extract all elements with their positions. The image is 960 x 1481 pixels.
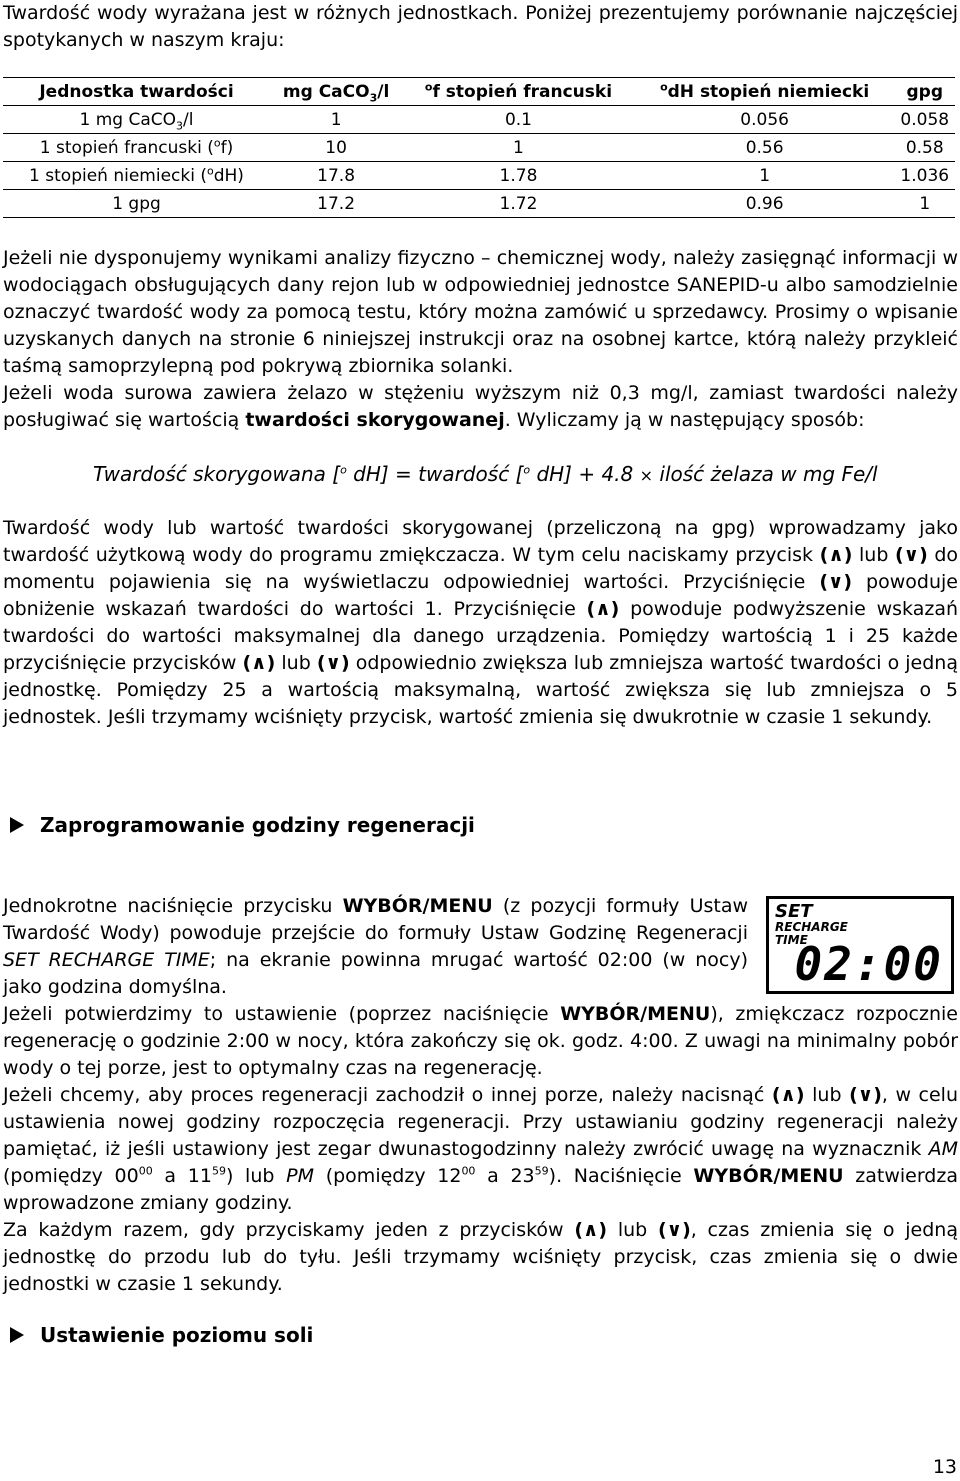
lcd-digits: 02:00 — [794, 937, 943, 991]
lcd-time-label: TIME — [775, 933, 808, 947]
value-cell: 1.72 — [402, 190, 635, 218]
up-arrow-icon: (∧) — [574, 1219, 608, 1241]
up-arrow-icon: (∧) — [771, 1084, 805, 1106]
value-cell: 1 — [895, 190, 955, 218]
value-cell: 0.056 — [635, 106, 895, 134]
down-arrow-icon: (∨) — [819, 571, 853, 593]
set-recharge-time-label: SET RECHARGE TIME — [3, 949, 210, 971]
unit-cell: 1 stopień francuski ($^o$f) — [3, 134, 270, 162]
header-mg-caco3: mg CaCO$_3$/l — [270, 78, 402, 106]
hardness-input-paragraph: Twardość wody lub wartość twardości skorygowanej (przeliczoną na gpg) wprowadzamy jako twardość użytkową wody do programu zmiękczacza. W tym celu naciskamy przycisk (∧) lub (∨) do momentu pojawienia się na wyświetlaczu odpowiedniej wartości. Przyciśnięcie (∨) powoduje obniżenie wskazań twardości do wartości 1. Przyciśnięcie (∧) powoduje podwyższenie wskazań twardości do wartości maksymalnej dla danego urządzenia. Pomiędzy wartością 1 i 25 każde przyciśnięcie przycisków (∧) lub (∨) odpowiednio zwiększa lub zmniejsza wartość twardości o jedną jednostkę. Pomiędzy 25 a wartością maksymalną, wartość zwiększa się lub zmniejsza o 5 jednostek. Jeśli trzymamy wciśnięty przycisk, wartość zmienia się dwukrotnie w czasie 1 sekundy. — [3, 517, 959, 728]
value-cell: 1 — [270, 106, 402, 134]
value-cell: 17.8 — [270, 162, 402, 190]
value-cell: 0.1 — [402, 106, 635, 134]
hardness-input-section — [3, 515, 958, 731]
up-arrow-icon: (∧) — [586, 598, 620, 620]
triangle-bullet-icon — [10, 1327, 24, 1343]
analysis-section — [3, 245, 958, 434]
regeneration-time-details — [3, 1001, 958, 1298]
header-gpg: gpg — [895, 78, 955, 106]
step-paragraph: Za każdym razem, gdy przyciskamy jeden z przycisków (∧) lub (∨), czas zmienia się o jedną jednostkę do przodu lub do tyłu. Jeśli trzymamy wciśnięty przycisk, czas zmienia się o dwie jednostki w czasie 1 sekundy. — [3, 1219, 958, 1295]
pm-label: PM — [286, 1165, 315, 1187]
value-cell: 17.2 — [270, 190, 402, 218]
lcd-recharge-label: RECHARGE — [775, 920, 848, 934]
unit-cell: 1 mg CaCO$_3$/l — [3, 106, 270, 134]
table-header-row — [3, 78, 955, 106]
value-cell: 10 — [270, 134, 402, 162]
down-arrow-icon: (∨) — [849, 1084, 882, 1106]
page-number: 13 — [932, 1456, 957, 1478]
lcd-set-label: SET — [775, 901, 813, 922]
up-arrow-icon: (∧) — [819, 544, 853, 566]
header-french-degree: $^o$f stopień francuski — [402, 78, 635, 106]
iron-paragraph: Jeżeli woda surowa zawiera żelazo w stężeniu wyższym niż 0,3 mg/l, zamiast twardości należy posługiwać się wartością twardości skorygowanej. Wyliczamy ją w następujący sposób: — [3, 382, 958, 431]
down-arrow-icon: (∨) — [316, 652, 350, 674]
am-label: AM — [928, 1138, 959, 1160]
section-heading-regeneration-time: Zaprogramowanie godziny regeneracji — [10, 813, 475, 837]
corrected-hardness-term: twardości skorygowanej — [245, 409, 505, 431]
value-cell: 1 — [402, 134, 635, 162]
table-row — [3, 134, 955, 162]
value-cell: 0.058 — [895, 106, 955, 134]
unit-cell: 1 gpg — [3, 190, 270, 218]
value-cell: 1.036 — [895, 162, 955, 190]
value-cell: 1.78 — [402, 162, 635, 190]
regeneration-time-paragraph: Jednokrotne naciśnięcie przycisku WYBÓR/MENU (z pozycji formuły Ustaw Twardość Wody) powoduje przejście do formuły Ustaw Godzinę Regeneracji SET RECHARGE TIME; na ekranie powinna mrugać wartość 02:00 (w nocy) jako godzina domyślna. — [3, 895, 749, 998]
header-unit: Jednostka twardości — [3, 78, 270, 106]
section-heading-salt-level: Ustawienie poziomu soli — [10, 1323, 313, 1347]
menu-button-label: WYBÓR/MENU — [693, 1165, 844, 1187]
hardness-units-table — [3, 77, 955, 218]
header-german-degree: $^o$dH stopień niemiecki — [635, 78, 895, 106]
table-row — [3, 106, 955, 134]
down-arrow-icon: (∨) — [657, 1219, 691, 1241]
confirm-paragraph: Jeżeli potwierdzimy to ustawienie (poprzez naciśnięcie WYBÓR/MENU), zmiękczacz rozpocznie regenerację o godzinie 2:00 w nocy, która zakończy się ok. godz. 4:00. Z uwagi na minimalny pobór wody o tej porze, jest to optymalny czas na regenerację. — [3, 1003, 958, 1079]
value-cell: 0.58 — [895, 134, 955, 162]
multiply-icon: × — [639, 466, 654, 485]
hardness-formula: Twardość skorygowana [$^o$ dH] = twardość [$^o$ dH] + 4.8 × ilość żelaza w mg Fe/l — [93, 462, 878, 486]
lcd-display — [766, 896, 954, 994]
analysis-paragraph: Jeżeli nie dysponujemy wynikami analizy fizyczno – chemicznej wody, należy zasięgnąć informacji w wodociągach obsługujących dany rejon lub w odpowiedniej jednostce SANEPID-u albo samodzielnie oznaczyć twardość wody za pomocą testu, który można zamówić u sprzedawcy. Prosimy o wpisanie uzyskanych danych na stronie 6 niniejszej instrukcji oraz na osobnej kartce, którą należy przykleić taśmą samoprzylepną pod pokrywą zbiornika solanki. — [3, 247, 958, 377]
menu-button-label: WYBÓR/MENU — [560, 1003, 711, 1025]
unit-cell: 1 stopień niemiecki ($^o$dH) — [3, 162, 270, 190]
table-row — [3, 190, 955, 218]
value-cell: 0.56 — [635, 134, 895, 162]
regeneration-time-intro — [3, 893, 748, 1001]
menu-button-label: WYBÓR/MENU — [342, 895, 493, 917]
triangle-bullet-icon — [10, 817, 24, 833]
value-cell: 1 — [635, 162, 895, 190]
intro-paragraph: Twardość wody wyrażana jest w różnych jednostkach. Poniżej prezentujemy porównanie najczęściej spotykanych w naszym kraju: — [3, 2, 958, 51]
down-arrow-icon: (∨) — [894, 544, 928, 566]
up-arrow-icon: (∧) — [242, 652, 276, 674]
table-row — [3, 162, 955, 190]
change-time-paragraph: Jeżeli chcemy, aby proces regeneracji zachodził o innej porze, należy nacisnąć (∧) lub (∨), w celu ustawienia nowej godziny rozpoczęcia regeneracji. Przy ustawianiu godziny regeneracji należy pamiętać, iż jeśli ustawiony jest zegar dwunastogodzinny należy zwrócić uwagę na wyznacznik AM (pomiędzy $00^{00}$ a $11^{59}$) lub PM (pomiędzy $12^{00}$ a $23^{59}$). Naciśnięcie WYBÓR/MENU zatwierdza wprowadzone zmiany godziny. — [3, 1084, 959, 1214]
value-cell: 0.96 — [635, 190, 895, 218]
